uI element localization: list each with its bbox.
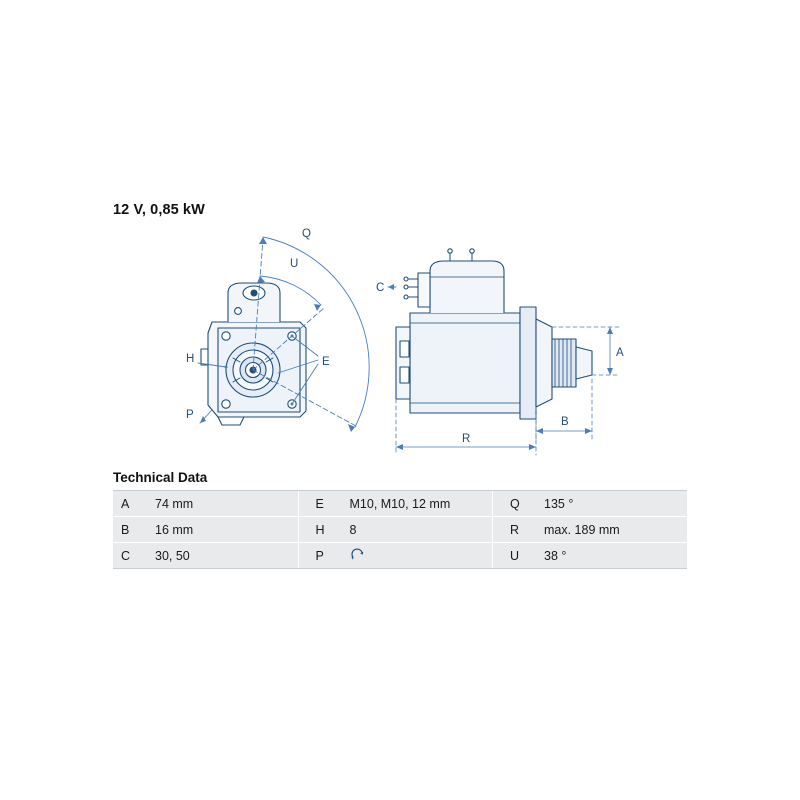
starter-motor-technical-drawing: [100, 215, 700, 465]
table-row: [113, 517, 687, 543]
cell-value: 74 mm: [147, 491, 298, 517]
product-spec-label: 12 V, 0,85 kW: [113, 202, 205, 218]
callout-E: E: [322, 356, 330, 368]
callout-C: C: [376, 282, 385, 294]
cell-key: U: [502, 543, 536, 569]
cell-key: P: [308, 543, 342, 569]
table-row: [113, 491, 687, 517]
cell-value: 135 °: [536, 491, 687, 517]
column-divider: [493, 517, 503, 543]
column-divider: [493, 491, 503, 517]
callout-Q: Q: [302, 228, 311, 240]
cell-value: 38 °: [536, 543, 687, 569]
cell-key: A: [113, 491, 147, 517]
callout-P: P: [186, 409, 194, 421]
callout-H: H: [186, 353, 195, 365]
cell-value: M10, M10, 12 mm: [342, 491, 493, 517]
technical-data-section: [113, 470, 687, 569]
table-row: [113, 543, 687, 569]
column-divider: [493, 543, 503, 569]
cell-key: E: [308, 491, 342, 517]
cell-key: C: [113, 543, 147, 569]
cell-key: H: [308, 517, 342, 543]
column-divider: [298, 543, 308, 569]
technical-data-table: [113, 490, 687, 569]
cell-value: 30, 50: [147, 543, 298, 569]
callout-R: R: [462, 433, 471, 445]
cell-key: B: [113, 517, 147, 543]
technical-data-heading: Technical Data: [113, 470, 208, 485]
cell-key: Q: [502, 491, 536, 517]
cell-value: 8: [342, 517, 493, 543]
callout-B: B: [561, 416, 569, 428]
column-divider: [298, 491, 308, 517]
cell-value-rotation: [342, 543, 493, 569]
rotation-clockwise-icon: [350, 547, 366, 564]
cell-key: R: [502, 517, 536, 543]
cell-value: max. 189 mm: [536, 517, 687, 543]
column-divider: [298, 517, 308, 543]
callout-A: A: [616, 347, 624, 359]
callout-U: U: [290, 258, 299, 270]
cell-value: 16 mm: [147, 517, 298, 543]
